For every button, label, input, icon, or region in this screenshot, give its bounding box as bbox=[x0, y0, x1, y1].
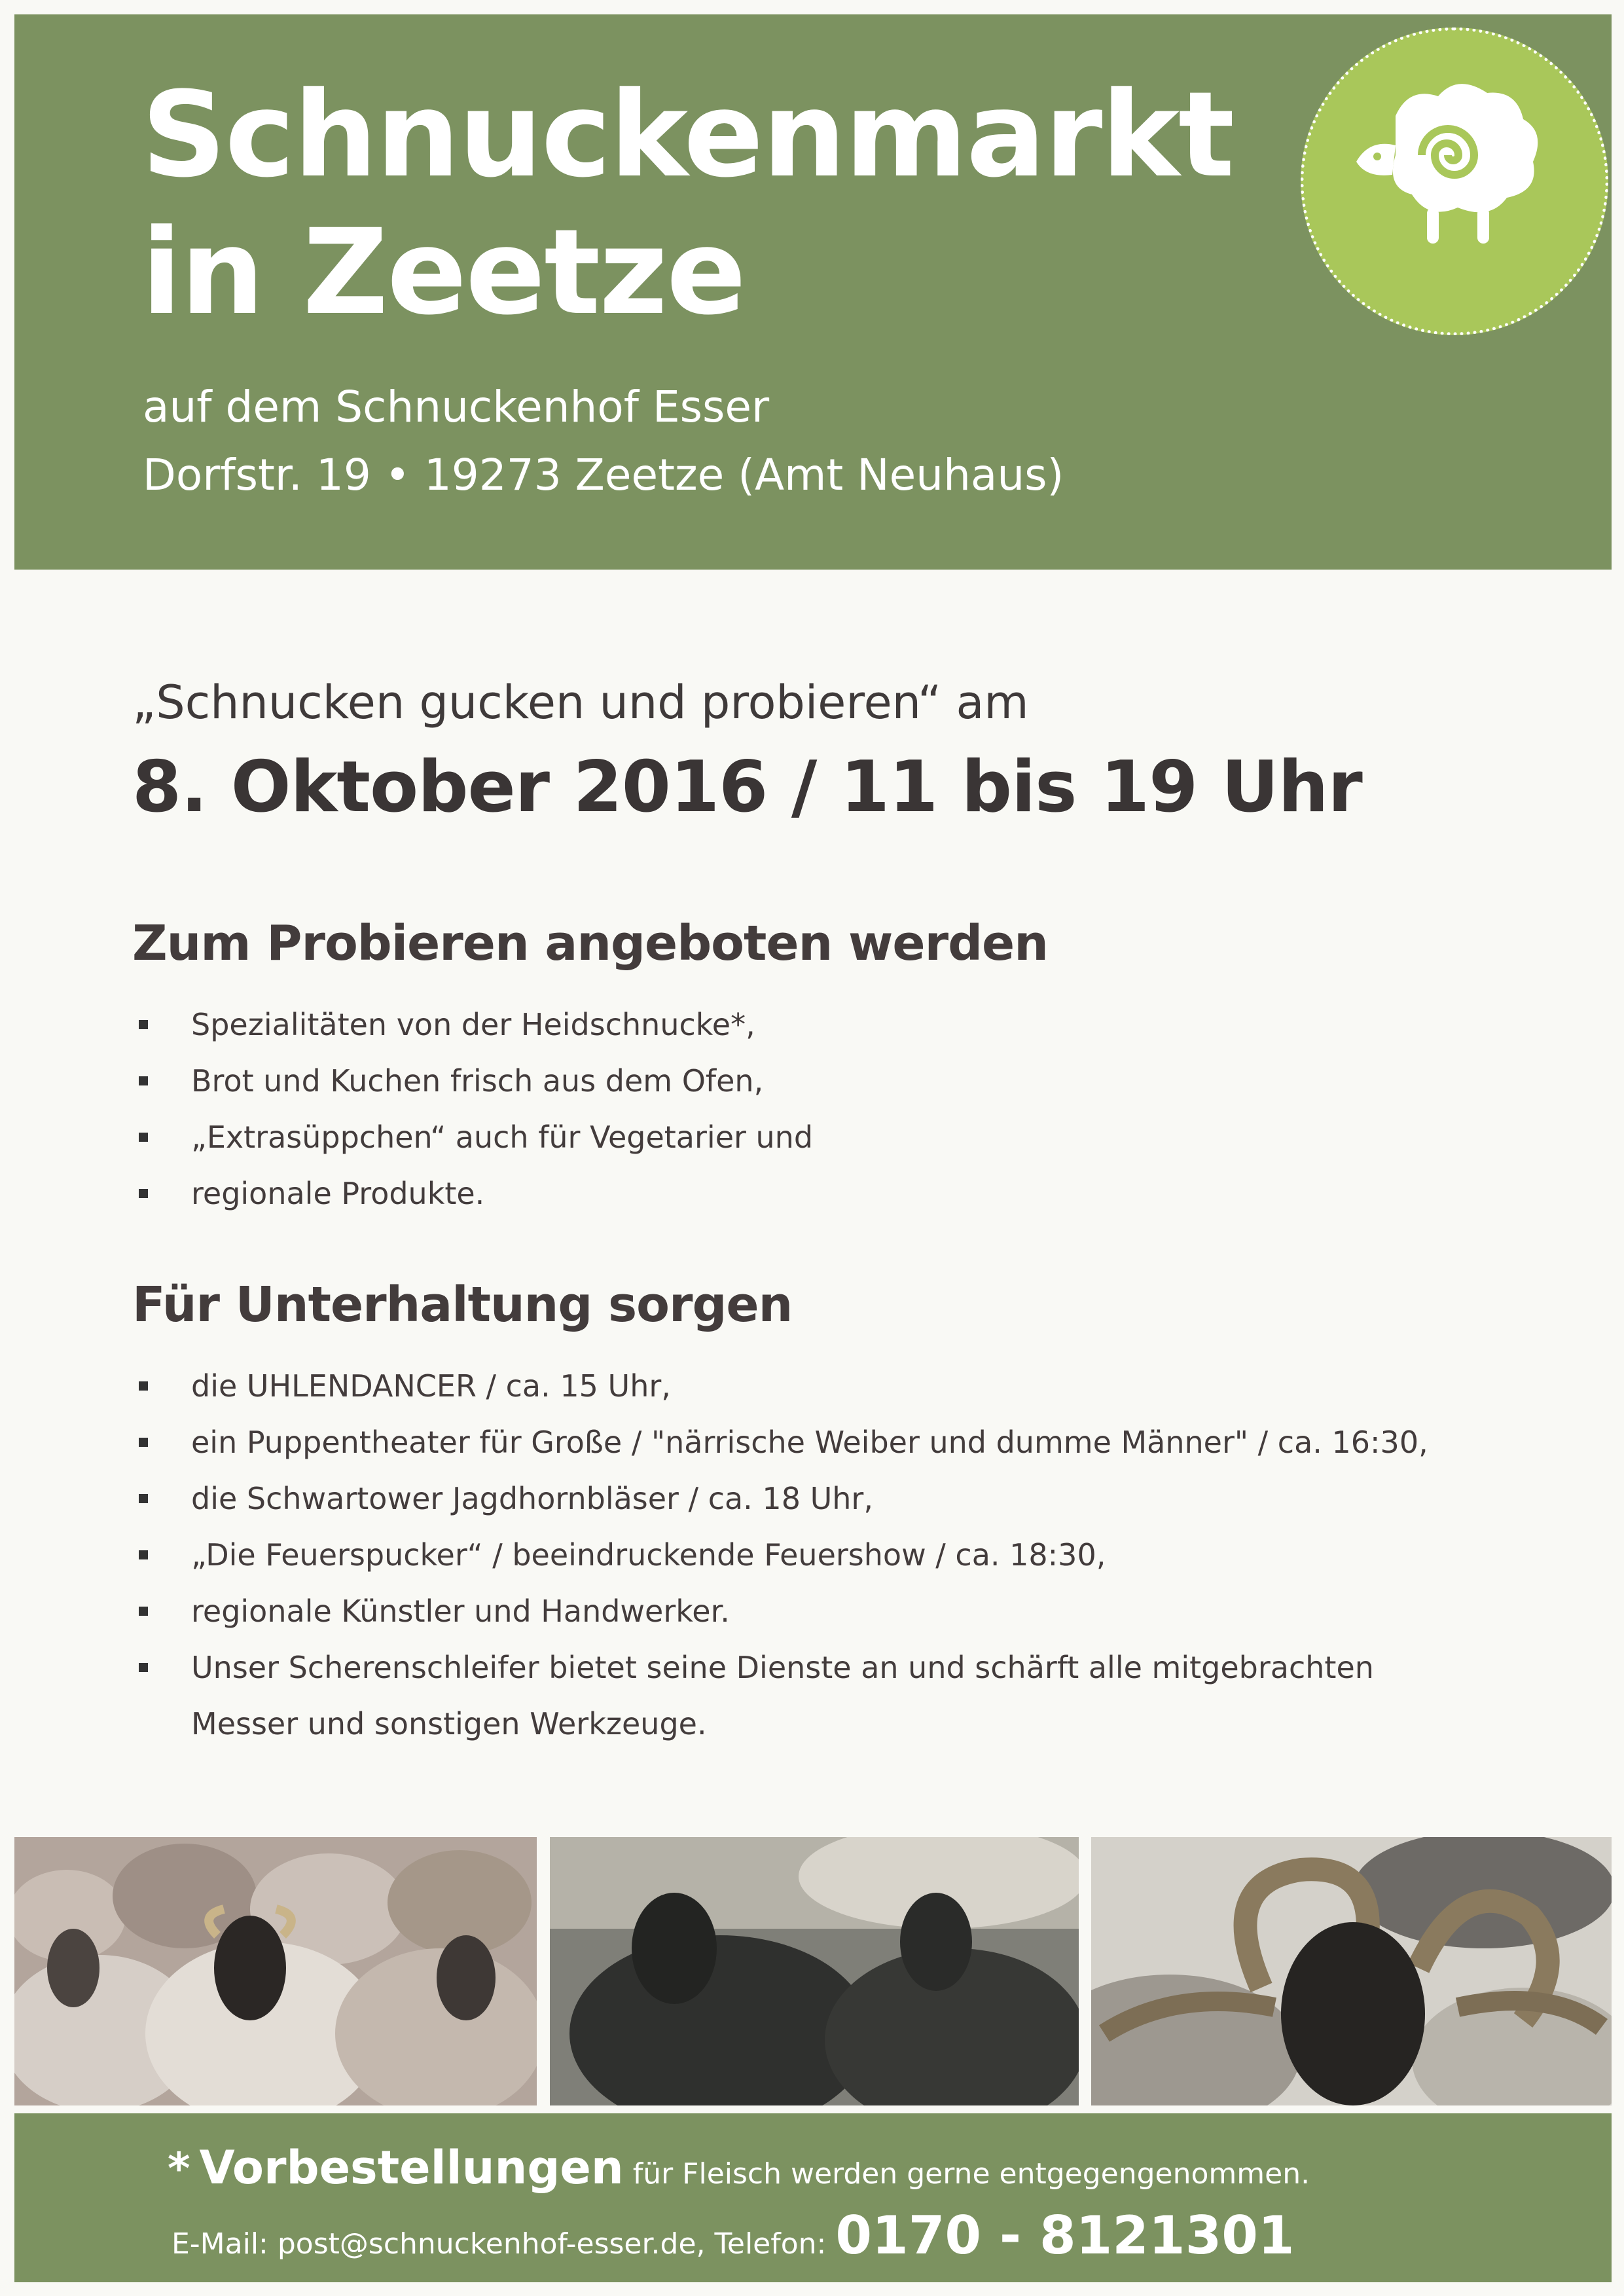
address-block bbox=[143, 373, 1064, 509]
contact-phone[interactable]: 0170 - 8121301 bbox=[835, 2205, 1295, 2266]
event-date: 8. Oktober 2016 / 11 bis 19 Uhr bbox=[132, 746, 1362, 828]
photo-strip bbox=[14, 1837, 1612, 2105]
preorder-text: für Fleisch werden gerne entgegengenommen. bbox=[623, 2157, 1310, 2191]
address-line-2: Dorfstr. 19 • 19273 Zeetze (Amt Neuhaus) bbox=[143, 450, 1064, 500]
page-title bbox=[141, 67, 1233, 342]
preorder-bold: Vorbestellungen bbox=[199, 2141, 624, 2195]
entertainment-heading: Für Unterhaltung sorgen bbox=[132, 1277, 793, 1333]
tasting-list bbox=[132, 996, 1507, 1222]
list-item: Brot und Kuchen frisch aus dem Ofen, bbox=[132, 1053, 1507, 1109]
footnote-star: * bbox=[168, 2143, 190, 2194]
list-item: die UHLENDANCER / ca. 15 Uhr, bbox=[132, 1358, 1507, 1414]
contact-line bbox=[171, 2205, 1295, 2266]
sheep-icon bbox=[1350, 77, 1559, 260]
black-sheep-photo bbox=[550, 1837, 1079, 2105]
tasting-section bbox=[132, 915, 1507, 1222]
event-intro: „Schnucken gucken und probieren“ am bbox=[132, 676, 1029, 729]
list-item: ein Puppentheater für Große / "närrische Weiber und dumme Männer" / ca. 16:30, bbox=[132, 1414, 1507, 1470]
header-banner bbox=[14, 14, 1612, 570]
list-item: „Die Feuerspucker“ / beeindruckende Feuershow / ca. 18:30, bbox=[132, 1527, 1507, 1583]
address-line-1: auf dem Schnuckenhof Esser bbox=[143, 382, 770, 432]
list-item: regionale Künstler und Handwerker. bbox=[132, 1583, 1507, 1639]
tasting-heading: Zum Probieren angeboten werden bbox=[132, 915, 1048, 972]
list-item: die Schwartower Jagdhornbläser / ca. 18 Uhr, bbox=[132, 1470, 1507, 1527]
title-line-1: Schnuckenmarkt bbox=[141, 67, 1234, 204]
title-line-2: in Zeetze bbox=[141, 204, 746, 341]
list-item: Spezialitäten von der Heidschnucke*, bbox=[132, 996, 1507, 1053]
entertainment-section bbox=[132, 1277, 1507, 1752]
list-item-continuation bbox=[132, 1696, 1507, 1752]
list-item: Unser Scherenschleifer bietet seine Dienste an und schärft alle mitgebrachten bbox=[132, 1639, 1507, 1696]
contact-email[interactable]: E-Mail: post@schnuckenhof-esser.de, Telefon: bbox=[171, 2227, 836, 2261]
list-item-text: Messer und sonstigen Werkzeuge. bbox=[191, 1706, 707, 1741]
list-item: „Extrasüppchen“ auch für Vegetarier und bbox=[132, 1109, 1507, 1165]
entertainment-list bbox=[132, 1358, 1507, 1752]
preorder-note bbox=[168, 2141, 1310, 2195]
footer-banner bbox=[14, 2113, 1612, 2282]
list-item: regionale Produkte. bbox=[132, 1165, 1507, 1222]
ram-photo bbox=[1091, 1837, 1612, 2105]
sheep-flock-photo bbox=[14, 1837, 537, 2105]
sheep-badge bbox=[1301, 27, 1608, 335]
